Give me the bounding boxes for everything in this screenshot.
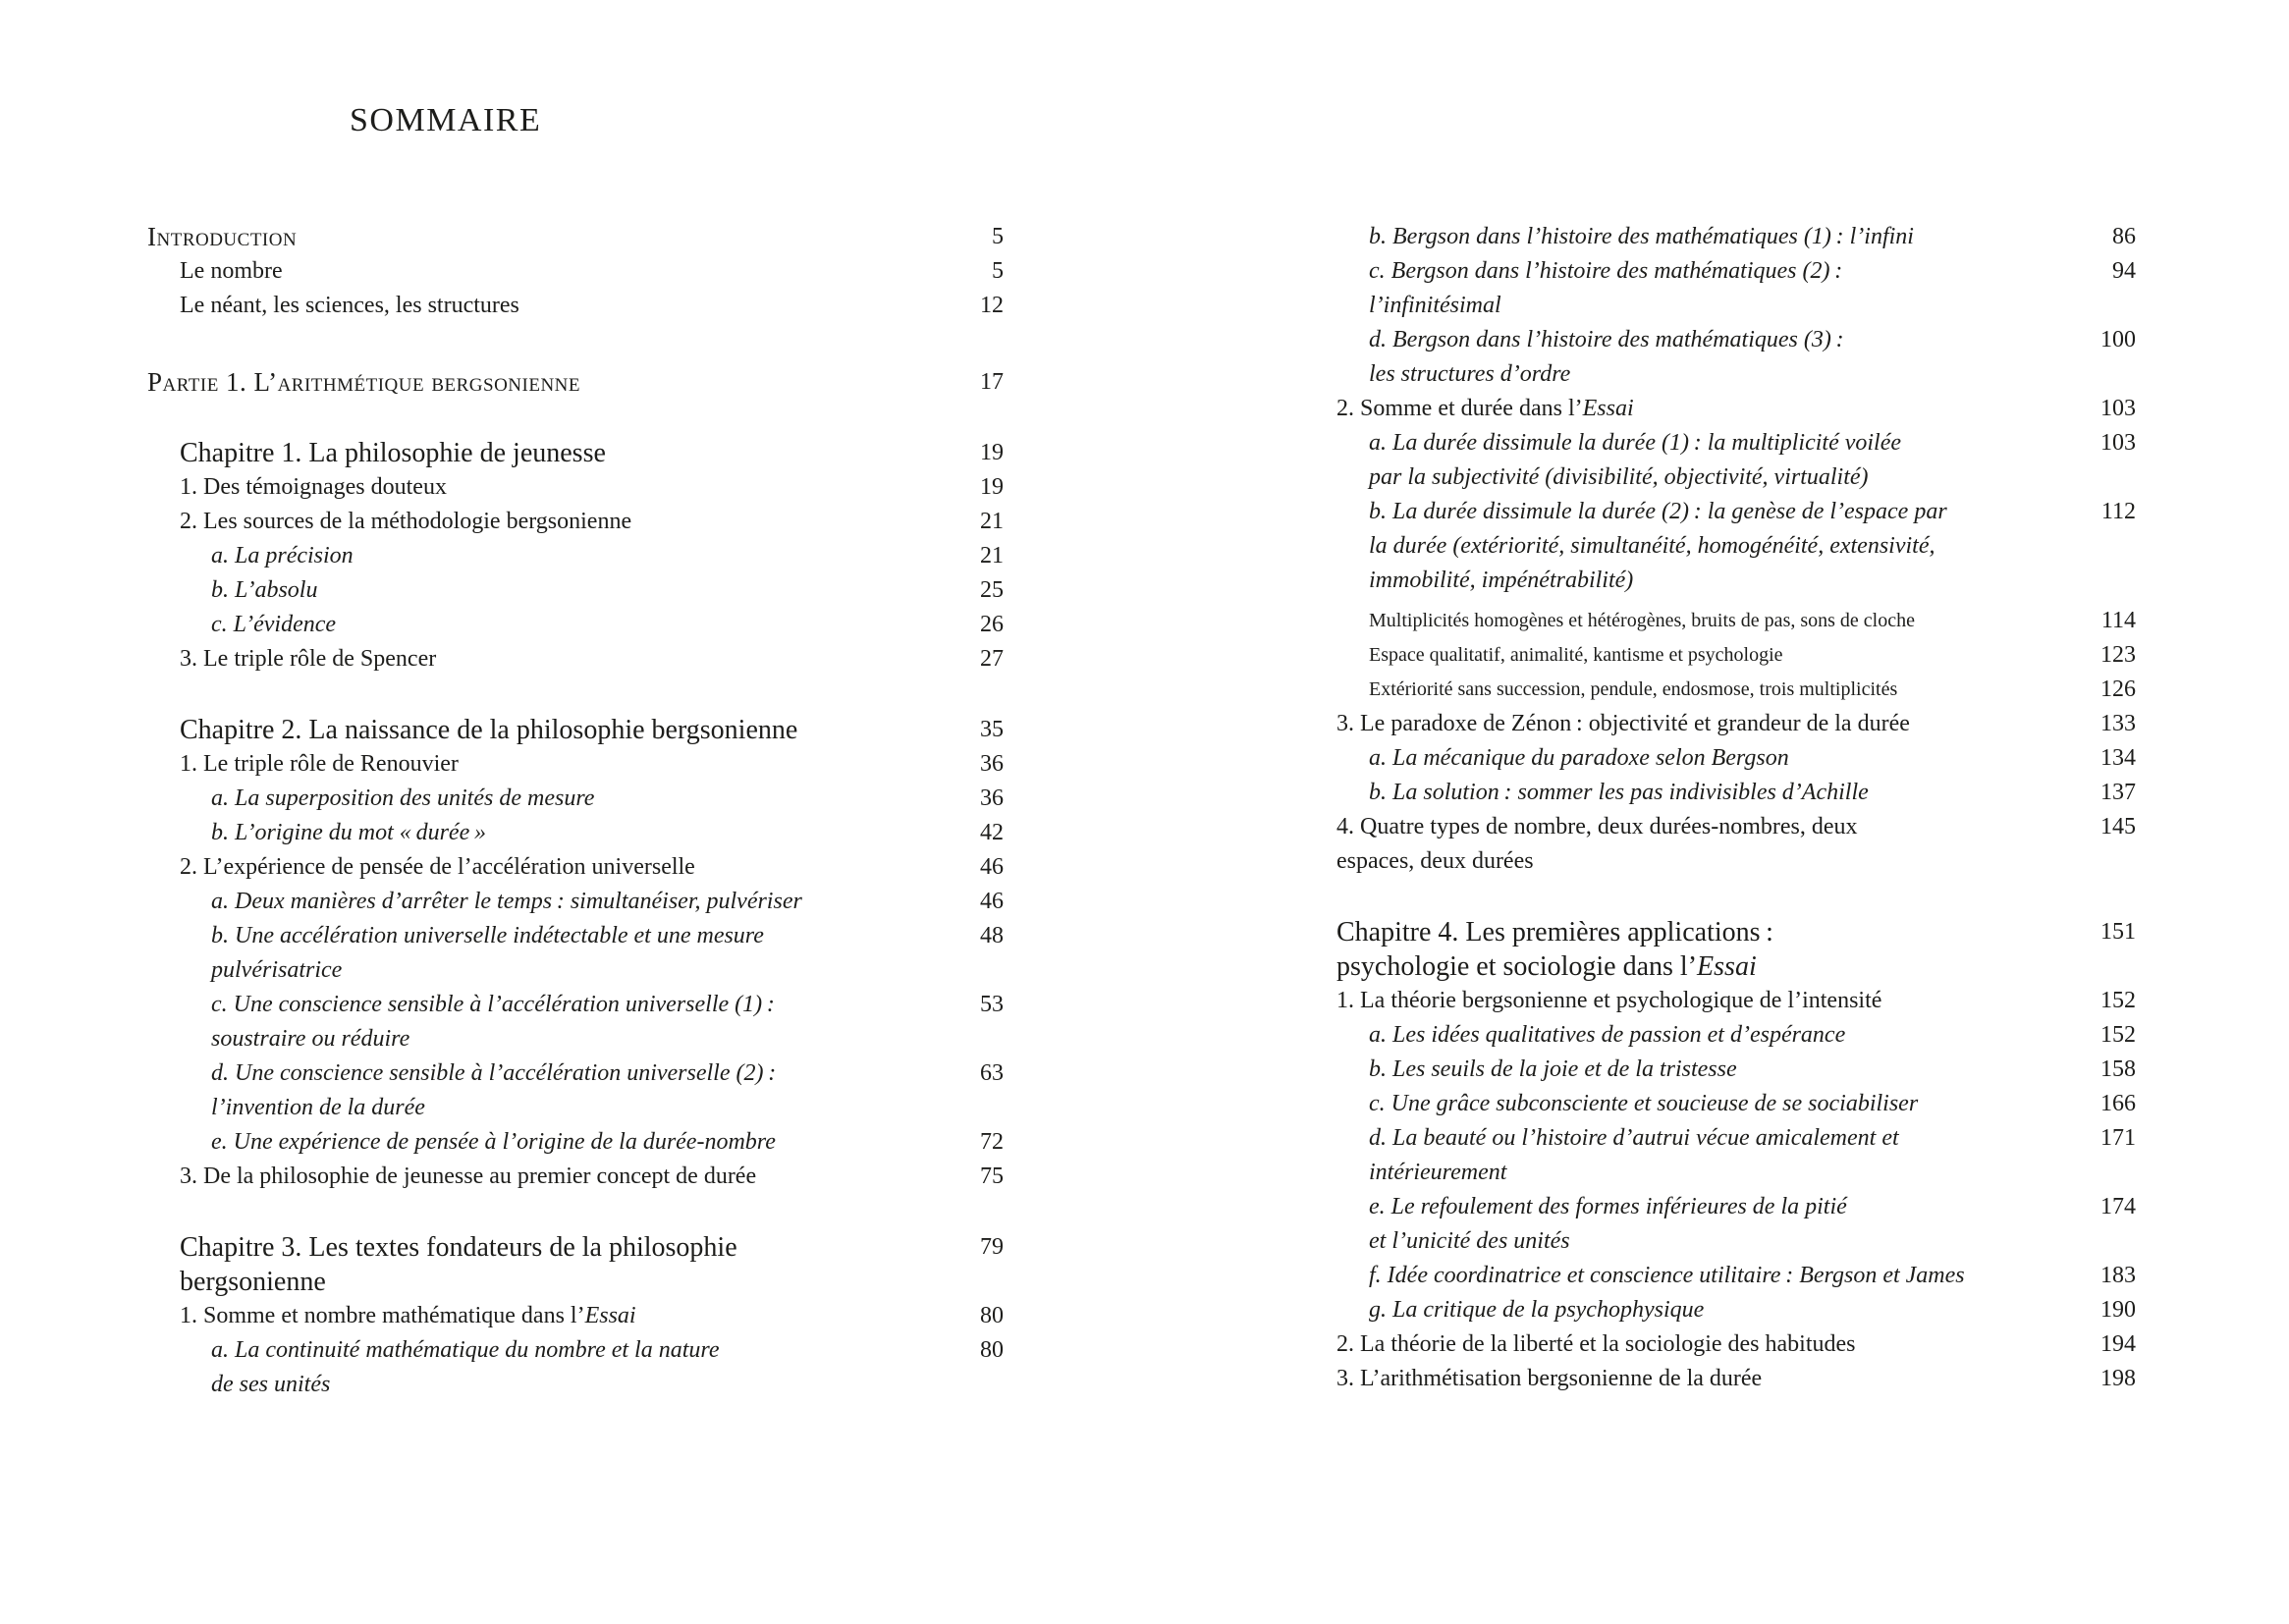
entry-line bbox=[1336, 810, 2057, 844]
entry-segment: 2. Somme et durée dans l’ bbox=[1336, 396, 1583, 421]
entry-line bbox=[1369, 1018, 2057, 1053]
page-number: 5 bbox=[992, 258, 1004, 284]
page-number: 63 bbox=[980, 1060, 1004, 1086]
entry-segment: 4. Quatre types de nombre, deux durées-nombres, deux bbox=[1336, 814, 1858, 839]
toc-entry bbox=[1336, 776, 2136, 810]
page-number: 194 bbox=[2100, 1331, 2136, 1357]
toc-entry bbox=[1336, 984, 2136, 1018]
toc-entry bbox=[147, 1160, 1004, 1194]
entry-line bbox=[1369, 1053, 2057, 1087]
entry-segment: b. Une accélération universelle indétectable et une mesure bbox=[211, 923, 764, 948]
entry-line bbox=[1336, 707, 2057, 741]
toc-entry bbox=[1336, 426, 2136, 495]
entry-line bbox=[1369, 1087, 2057, 1121]
entry-line bbox=[1369, 426, 2057, 460]
entry-line bbox=[1369, 357, 2057, 392]
entry-text bbox=[147, 1333, 925, 1402]
entry-line bbox=[1369, 1224, 2057, 1259]
toc-entry bbox=[147, 573, 1004, 608]
entry-segment: et l’unicité des unités bbox=[1369, 1228, 1570, 1254]
toc-column-left bbox=[147, 220, 1004, 1402]
entry-segment: la durée (extériorité, simultanéité, homogénéité, extensivité, bbox=[1369, 533, 1935, 559]
entry-segment: de ses unités bbox=[211, 1372, 331, 1397]
entry-segment: c. Bergson dans l’histoire des mathématiques (2) : bbox=[1369, 258, 1843, 284]
entry-line bbox=[1336, 844, 2057, 879]
page-number: 35 bbox=[980, 717, 1004, 742]
entry-text bbox=[147, 1056, 925, 1125]
entry-line bbox=[1369, 289, 2057, 323]
toc-entry bbox=[1336, 1121, 2136, 1190]
entry-segment: Extériorité sans succession, pendule, endosmose, trois multiplicités bbox=[1369, 678, 1898, 700]
entry-text bbox=[1336, 254, 2057, 323]
entry-line bbox=[180, 1160, 925, 1194]
toc-entry bbox=[1336, 220, 2136, 254]
entry-segment: b. L’origine du mot « durée » bbox=[211, 820, 487, 845]
page-number: 46 bbox=[980, 889, 1004, 914]
entry-text bbox=[1336, 1121, 2057, 1190]
toc-entry bbox=[147, 470, 1004, 505]
page-number: 53 bbox=[980, 992, 1004, 1017]
toc-entry bbox=[1336, 638, 2136, 673]
toc-entry bbox=[147, 289, 1004, 323]
entry-segment: Chapitre 3. Les textes fondateurs de la philosophie bbox=[180, 1232, 737, 1263]
entry-segment: 3. Le paradoxe de Zénon : objectivité et grandeur de la durée bbox=[1336, 711, 1910, 736]
entry-line bbox=[1336, 949, 2057, 984]
entry-segment: a. La superposition des unités de mesure bbox=[211, 785, 595, 811]
entry-line bbox=[1336, 1362, 2057, 1396]
toc-entry bbox=[147, 850, 1004, 885]
entry-segment: a. La précision bbox=[211, 543, 354, 568]
toc-entry bbox=[147, 1230, 1004, 1299]
toc-entry bbox=[1336, 741, 2136, 776]
toc-entry bbox=[147, 254, 1004, 289]
toc-column-right bbox=[1336, 220, 2136, 1396]
toc-entry bbox=[147, 988, 1004, 1056]
entry-segment: Espace qualitatif, animalité, kantisme et psychologie bbox=[1369, 644, 1783, 666]
toc-entry bbox=[1336, 1259, 2136, 1293]
entry-text bbox=[1336, 495, 2057, 598]
entry-segment: c. Une conscience sensible à l’accélération universelle (1) : bbox=[211, 992, 775, 1017]
entry-segment: Essai bbox=[584, 1303, 636, 1328]
page-number: 158 bbox=[2100, 1056, 2136, 1082]
entry-line bbox=[1369, 564, 2057, 598]
entry-line bbox=[1336, 1327, 2057, 1362]
toc-entry bbox=[1336, 1087, 2136, 1121]
toc-entry bbox=[147, 782, 1004, 816]
entry-line bbox=[1369, 254, 2057, 289]
page-number: 86 bbox=[2112, 224, 2136, 249]
entry-segment: par la subjectivité (divisibilité, objectivité, virtualité) bbox=[1369, 464, 1869, 490]
entry-text bbox=[147, 436, 925, 470]
page-number: 112 bbox=[2100, 499, 2136, 524]
toc-entry bbox=[1336, 1053, 2136, 1087]
entry-segment: Partie 1. L’arithmétique bergsonienne bbox=[147, 367, 581, 397]
page-number: 12 bbox=[980, 293, 1004, 318]
entry-segment: e. Une expérience de pensée à l’origine de la durée-nombre bbox=[211, 1129, 776, 1155]
entry-text bbox=[1336, 1190, 2057, 1259]
entry-segment: psychologie et sociologie dans l’ bbox=[1336, 951, 1698, 982]
entry-text bbox=[147, 1230, 925, 1299]
entry-text bbox=[147, 505, 925, 539]
page-number: 26 bbox=[980, 612, 1004, 637]
entry-segment: bergsonienne bbox=[180, 1267, 326, 1297]
toc-entry bbox=[1336, 1327, 2136, 1362]
entry-text bbox=[147, 220, 925, 254]
toc-entry bbox=[1336, 707, 2136, 741]
entry-line bbox=[211, 953, 925, 988]
entry-segment: Chapitre 4. Les premières applications : bbox=[1336, 917, 1773, 947]
entry-text bbox=[147, 850, 925, 885]
entry-text bbox=[1336, 1087, 2057, 1121]
entry-segment: 3. De la philosophie de jeunesse au premier concept de durée bbox=[180, 1164, 757, 1189]
entry-segment: e. Le refoulement des formes inférieures de la pitié bbox=[1369, 1194, 1847, 1219]
entry-text bbox=[1336, 1259, 2057, 1293]
toc-entry bbox=[147, 1299, 1004, 1333]
entry-segment: b. Les seuils de la joie et de la tristesse bbox=[1369, 1056, 1737, 1082]
entry-text bbox=[1336, 1018, 2057, 1053]
page-number: 198 bbox=[2100, 1366, 2136, 1391]
entry-line bbox=[180, 1230, 925, 1265]
page-number: 5 bbox=[992, 224, 1004, 249]
page-number: 19 bbox=[980, 474, 1004, 500]
entry-line bbox=[1369, 460, 2057, 495]
entry-segment: Essai bbox=[1697, 951, 1757, 982]
entry-text bbox=[1336, 984, 2057, 1018]
entry-segment: 3. Le triple rôle de Spencer bbox=[180, 646, 437, 672]
entry-text bbox=[147, 539, 925, 573]
toc-entry bbox=[147, 885, 1004, 919]
toc-entry bbox=[1336, 915, 2136, 984]
entry-segment: l’invention de la durée bbox=[211, 1095, 425, 1120]
entry-line bbox=[180, 436, 925, 470]
entry-text bbox=[1336, 638, 2057, 673]
page-number: 126 bbox=[2100, 677, 2136, 702]
entry-line bbox=[180, 642, 925, 677]
entry-text bbox=[147, 1299, 925, 1333]
entry-segment: 1. Des témoignages douteux bbox=[180, 474, 447, 500]
toc-entry bbox=[147, 436, 1004, 470]
entry-line bbox=[211, 885, 925, 919]
entry-text bbox=[147, 1125, 925, 1160]
page-number: 145 bbox=[2100, 814, 2136, 839]
entry-segment: pulvérisatrice bbox=[211, 957, 343, 983]
toc-entry bbox=[147, 1125, 1004, 1160]
entry-line bbox=[180, 254, 925, 289]
toc-entry bbox=[1336, 1293, 2136, 1327]
page-number: 123 bbox=[2100, 642, 2136, 668]
entry-line bbox=[1369, 529, 2057, 564]
page-number: 134 bbox=[2100, 745, 2136, 771]
entry-text bbox=[147, 608, 925, 642]
entry-segment: Multiplicités homogènes et hétérogènes, bruits de pas, sons de cloche bbox=[1369, 610, 1915, 631]
entry-segment: soustraire ou réduire bbox=[211, 1026, 410, 1052]
toc-entry bbox=[1336, 254, 2136, 323]
page-number: 80 bbox=[980, 1303, 1004, 1328]
entry-text bbox=[147, 365, 925, 400]
entry-text bbox=[1336, 810, 2057, 879]
entry-line bbox=[211, 539, 925, 573]
entry-segment: b. La solution : sommer les pas indivisibles d’Achille bbox=[1369, 780, 1869, 805]
toc-entry bbox=[1336, 1018, 2136, 1053]
page-number: 21 bbox=[980, 509, 1004, 534]
entry-segment: c. L’évidence bbox=[211, 612, 337, 637]
entry-segment: a. La continuité mathématique du nombre et la nature bbox=[211, 1337, 720, 1363]
entry-text bbox=[1336, 1327, 2057, 1362]
page-number: 137 bbox=[2100, 780, 2136, 805]
entry-segment: b. Bergson dans l’histoire des mathématiques (1) : l’infini bbox=[1369, 224, 1914, 249]
entry-line bbox=[1369, 323, 2057, 357]
toc-entry bbox=[147, 1056, 1004, 1125]
page-number: 114 bbox=[2100, 608, 2136, 633]
entry-segment: 2. Les sources de la méthodologie bergsonienne bbox=[180, 509, 632, 534]
entry-line bbox=[211, 1056, 925, 1091]
page-number: 103 bbox=[2100, 430, 2136, 456]
toc-entry bbox=[1336, 323, 2136, 392]
toc-entry bbox=[1336, 1190, 2136, 1259]
entry-line bbox=[1336, 915, 2057, 949]
entry-line bbox=[211, 782, 925, 816]
entry-line bbox=[211, 1368, 925, 1402]
page-number: 79 bbox=[980, 1234, 1004, 1260]
page-number: 94 bbox=[2112, 258, 2136, 284]
entry-segment: g. La critique de la psychophysique bbox=[1369, 1297, 1705, 1323]
page-number: 171 bbox=[2100, 1125, 2136, 1151]
page-number: 42 bbox=[980, 820, 1004, 845]
entry-segment: Le néant, les sciences, les structures bbox=[180, 293, 519, 318]
page-number: 48 bbox=[980, 923, 1004, 948]
entry-line bbox=[1369, 638, 2057, 673]
entry-segment: Le nombre bbox=[180, 258, 283, 284]
toc-entry bbox=[1336, 495, 2136, 598]
page-title: SOMMAIRE bbox=[350, 102, 542, 138]
entry-text bbox=[147, 747, 925, 782]
entry-text bbox=[1336, 707, 2057, 741]
entry-line bbox=[1369, 776, 2057, 810]
page-number: 21 bbox=[980, 543, 1004, 568]
entry-segment: d. Bergson dans l’histoire des mathématiques (3) : bbox=[1369, 327, 1844, 352]
entry-line bbox=[1369, 1190, 2057, 1224]
toc-entry bbox=[1336, 392, 2136, 426]
entry-line bbox=[1369, 220, 2057, 254]
page-number: 75 bbox=[980, 1164, 1004, 1189]
entry-line bbox=[147, 365, 925, 400]
page-number: 100 bbox=[2100, 327, 2136, 352]
entry-segment: a. Les idées qualitatives de passion et d’espérance bbox=[1369, 1022, 1846, 1048]
page-number: 25 bbox=[980, 577, 1004, 603]
toc-entry bbox=[1336, 810, 2136, 879]
entry-text bbox=[147, 919, 925, 988]
entry-line bbox=[211, 1091, 925, 1125]
entry-segment: espaces, deux durées bbox=[1336, 848, 1534, 874]
page-number: 166 bbox=[2100, 1091, 2136, 1116]
entry-line bbox=[211, 1125, 925, 1160]
entry-text bbox=[147, 816, 925, 850]
toc-entry bbox=[147, 505, 1004, 539]
entry-line bbox=[180, 470, 925, 505]
entry-segment: b. L’absolu bbox=[211, 577, 318, 603]
page-number: 72 bbox=[980, 1129, 1004, 1155]
entry-text bbox=[147, 988, 925, 1056]
page-number: 46 bbox=[980, 854, 1004, 880]
page-number: 36 bbox=[980, 785, 1004, 811]
entry-text bbox=[1336, 426, 2057, 495]
entry-text bbox=[147, 470, 925, 505]
entry-segment: 1. La théorie bergsonienne et psychologique de l’intensité bbox=[1336, 988, 1882, 1013]
entry-segment: a. Deux manières d’arrêter le temps : simultanéiser, pulvériser bbox=[211, 889, 802, 914]
entry-segment: Introduction bbox=[147, 222, 298, 251]
entry-text bbox=[147, 254, 925, 289]
entry-line bbox=[211, 573, 925, 608]
entry-line bbox=[180, 1265, 925, 1299]
entry-text bbox=[1336, 392, 2057, 426]
entry-text bbox=[1336, 604, 2057, 638]
entry-line bbox=[1336, 392, 2057, 426]
toc-entry bbox=[147, 816, 1004, 850]
entry-segment: 2. La théorie de la liberté et la sociologie des habitudes bbox=[1336, 1331, 1856, 1357]
entry-text bbox=[1336, 1053, 2057, 1087]
entry-text bbox=[1336, 741, 2057, 776]
entry-text bbox=[1336, 915, 2057, 984]
entry-line bbox=[211, 919, 925, 953]
toc-entry bbox=[147, 1333, 1004, 1402]
entry-line bbox=[180, 713, 925, 747]
entry-line bbox=[1369, 673, 2057, 707]
toc-entry bbox=[1336, 604, 2136, 638]
entry-text bbox=[1336, 323, 2057, 392]
page-number: 190 bbox=[2100, 1297, 2136, 1323]
page-number: 174 bbox=[2100, 1194, 2136, 1219]
page-number: 133 bbox=[2100, 711, 2136, 736]
entry-segment: a. La mécanique du paradoxe selon Bergson bbox=[1369, 745, 1789, 771]
page-number: 152 bbox=[2100, 1022, 2136, 1048]
entry-segment: intérieurement bbox=[1369, 1160, 1507, 1185]
entry-segment: Chapitre 1. La philosophie de jeunesse bbox=[180, 438, 606, 468]
entry-line bbox=[211, 608, 925, 642]
entry-line bbox=[1336, 984, 2057, 1018]
entry-segment: a. La durée dissimule la durée (1) : la multiplicité voilée bbox=[1369, 430, 1902, 456]
page-number: 152 bbox=[2100, 988, 2136, 1013]
entry-text bbox=[147, 1160, 925, 1194]
entry-segment: Chapitre 2. La naissance de la philosophie bergsonienne bbox=[180, 715, 798, 745]
entry-line bbox=[1369, 741, 2057, 776]
page-number: 27 bbox=[980, 646, 1004, 672]
page-number: 17 bbox=[980, 369, 1004, 395]
entry-text bbox=[1336, 1293, 2057, 1327]
entry-line bbox=[1369, 1293, 2057, 1327]
entry-text bbox=[1336, 220, 2057, 254]
entry-line bbox=[211, 988, 925, 1022]
toc-entry bbox=[147, 220, 1004, 254]
entry-segment: les structures d’ordre bbox=[1369, 361, 1571, 387]
entry-segment: b. La durée dissimule la durée (2) : la genèse de l’espace par bbox=[1369, 499, 1947, 524]
page-number: 19 bbox=[980, 440, 1004, 465]
entry-line bbox=[180, 747, 925, 782]
entry-line bbox=[1369, 495, 2057, 529]
entry-line bbox=[180, 505, 925, 539]
toc-entry bbox=[147, 919, 1004, 988]
entry-line bbox=[180, 850, 925, 885]
entry-line bbox=[147, 220, 925, 254]
toc-entry bbox=[147, 365, 1004, 400]
entry-line bbox=[1369, 1259, 2057, 1293]
entry-segment: d. Une conscience sensible à l’accélération universelle (2) : bbox=[211, 1060, 777, 1086]
entry-text bbox=[1336, 673, 2057, 707]
page-number: 80 bbox=[980, 1337, 1004, 1363]
entry-segment: 3. L’arithmétisation bergsonienne de la durée bbox=[1336, 1366, 1763, 1391]
entry-segment: 1. Somme et nombre mathématique dans l’ bbox=[180, 1303, 585, 1328]
entry-segment: immobilité, impénétrabilité) bbox=[1369, 568, 1634, 593]
entry-text bbox=[1336, 776, 2057, 810]
entry-line bbox=[180, 1299, 925, 1333]
entry-text bbox=[147, 289, 925, 323]
entry-line bbox=[1369, 1156, 2057, 1190]
entry-segment: Essai bbox=[1582, 396, 1634, 421]
toc-entry bbox=[1336, 673, 2136, 707]
page-number: 103 bbox=[2100, 396, 2136, 421]
toc-entry bbox=[147, 713, 1004, 747]
toc-entry bbox=[147, 747, 1004, 782]
entry-segment: 2. L’expérience de pensée de l’accélération universelle bbox=[180, 854, 695, 880]
page-number: 183 bbox=[2100, 1263, 2136, 1288]
entry-text bbox=[147, 782, 925, 816]
toc-entry bbox=[147, 539, 1004, 573]
entry-segment: l’infinitésimal bbox=[1369, 293, 1501, 318]
page-number: 151 bbox=[2100, 919, 2136, 945]
entry-line bbox=[211, 1333, 925, 1368]
entry-line bbox=[211, 1022, 925, 1056]
entry-text bbox=[147, 642, 925, 677]
entry-line bbox=[180, 289, 925, 323]
entry-text bbox=[1336, 1362, 2057, 1396]
entry-segment: 1. Le triple rôle de Renouvier bbox=[180, 751, 459, 777]
toc-entry bbox=[147, 608, 1004, 642]
entry-line bbox=[211, 816, 925, 850]
entry-segment: d. La beauté ou l’histoire d’autrui vécue amicalement et bbox=[1369, 1125, 1899, 1151]
entry-segment: f. Idée coordinatrice et conscience utilitaire : Bergson et James bbox=[1369, 1263, 1965, 1288]
entry-line bbox=[1369, 604, 2057, 638]
entry-text bbox=[147, 573, 925, 608]
entry-text bbox=[147, 885, 925, 919]
entry-segment: c. Une grâce subconsciente et soucieuse de se sociabiliser bbox=[1369, 1091, 1919, 1116]
toc-entry bbox=[1336, 1362, 2136, 1396]
entry-line bbox=[1369, 1121, 2057, 1156]
page-number: 36 bbox=[980, 751, 1004, 777]
toc-entry bbox=[147, 642, 1004, 677]
entry-text bbox=[147, 713, 925, 747]
